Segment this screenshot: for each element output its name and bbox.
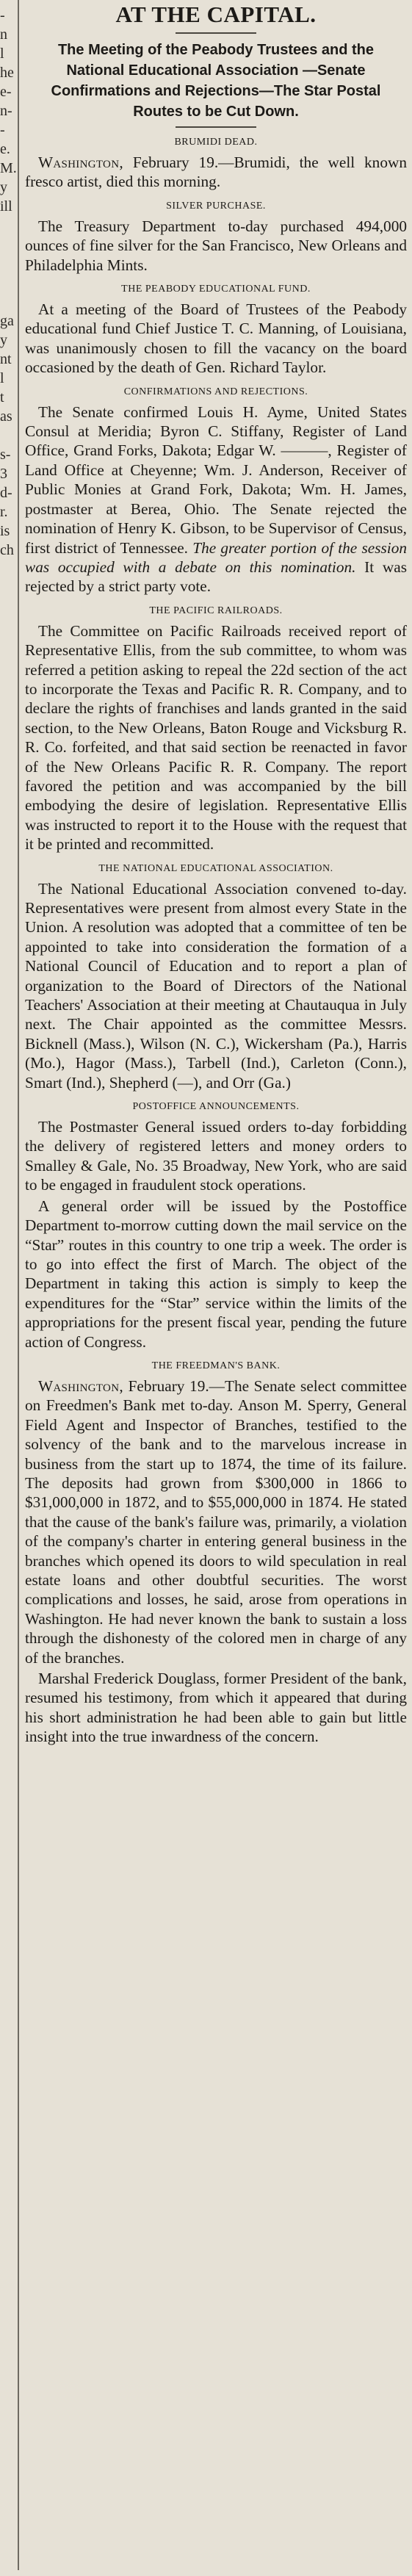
gutter-fragment: 3 [0, 466, 7, 482]
paragraph-text: The Senate confirmed Louis H. Ayme, United States Consul at Meridia; Byron C. Stiffany, Register of Land Office, Grand Forks, Dakota; Edgar W. ———, Register of Land Office at Cheyenne; Wm. J. Anderson, Receiver of Public Monies at Grand Fork, Dakota; Wm. H. James, postmaster at Berea, Ohio. The Senate rejected the nomination of Henry K. Gibson, to be Supervisor of Census, first district of Tennessee. [25, 403, 407, 557]
gutter-fragment: is [0, 523, 10, 539]
section-heading: THE FREEDMAN'S BANK. [151, 1360, 281, 1371]
paragraph [25, 1197, 407, 1352]
gutter-fragment: l [0, 46, 4, 62]
paragraph-text: The Postmaster General issued orders to-day forbidding the delivery of registered letters and money orders to Smalley & Gale, No. 35 Broadway, New York, who are said to be engaged in fraudulent stock operations. [25, 1118, 407, 1194]
gutter-fragment: e. [0, 141, 10, 157]
gutter-fragment: he [0, 65, 14, 81]
gutter-fragment: - [0, 122, 5, 138]
gutter-fragment: y [0, 179, 7, 195]
paragraph [25, 403, 407, 596]
paragraph [25, 1117, 407, 1195]
gutter-fragment [0, 254, 15, 273]
gutter-fragment: e- [0, 84, 12, 100]
gutter-fragment: n [0, 26, 7, 43]
paragraph [25, 300, 407, 378]
headline: AT THE CAPITAL. [115, 1, 317, 27]
paragraph-tail: It was rejected by a strict party vote. [25, 558, 407, 596]
gutter-fragment: d- [0, 485, 12, 501]
gutter-fragment: ga [0, 313, 14, 329]
gutter-fragment: t [0, 389, 4, 405]
gutter-fragment [0, 426, 15, 445]
gutter-fragment [0, 292, 15, 311]
paragraph-text: A general order will be issued by the Postoffice Department to-morrow cutting down the mail service on the “Star” routes in this country to one trip a week. The order is to go into effect the first of March. The object of the Department in taking this action is simply to keep the expenditures for the “Star” service within the limits of the appropriations for the present fiscal year, pending the future action of Congress. [25, 1197, 407, 1351]
deck-divider [176, 126, 256, 128]
article-body [25, 137, 407, 1747]
gutter-fragment: n- [0, 103, 12, 119]
paragraph [25, 153, 407, 192]
paragraph-text: February 19.—The Senate select committee on Freedmen's Bank met to-day. Anson M. Sperry, General Field Agent and Inspector of Branches, testified to the solvency of the bank and to the marvelous increase in business from the start up to 1874, the time of its failure. The deposits had grown from $300,000 in 1866 to $31,000,000 in 1872, and to $55,000,000 in 1874. He stated that the cause of the bank's failure was, primarily, a violation of the company's charter in entering general business in the branches which opened its doors to wild speculation in real estate loans and other doubtful securities. The worst complications and losses, he said, arose from operations in Washington. He had never known the bank to sustain a loss through the dishonesty of the colored men in charge of any of the branches. [25, 1377, 408, 1667]
gutter-fragment: as [0, 408, 12, 425]
italic-text: The greater portion of the session was occupied with a debate on this nomination. [25, 538, 407, 576]
gutter-fragment: ill [0, 198, 12, 214]
headline-divider [176, 32, 256, 34]
section-heading: BRUMIDI DEAD. [174, 137, 258, 148]
section-heading: THE NATIONAL EDUCATIONAL ASSOCIATION. [98, 862, 333, 874]
paragraph-text: The National Educational Association convened to-day. Representatives were present from almost every State in the Union. A resolution was adopted that a committee of ten be appointed to take into consideration the formation of a National Council of Education and to report a plan of organization to the Board of Directors of the National Teachers' Association at their meeting at Chautauqua in July next. The Chair appointed as the committee Messrs. Bicknell (Mass.), Wilson (N. C.), Wickersham (Pa.), Harris (Mo.), Hagor (Mass.), Tarbell (Ind.), Carleton (Conn.), Smart (Ind.), Shepherd (—), and Orr (Ga.) [25, 879, 407, 1092]
paragraph-text: February 19.—Brumidi, the well known fresco artist, died this morning. [25, 154, 407, 191]
section-heading: SILVER PURCHASE. [166, 200, 266, 212]
paragraph-text: The Treasury Department to-day purchased 494,000 ounces of fine silver for the San Francisco, New Orleans and Philadelphia Mints. [25, 217, 407, 274]
gutter-fragment: nt [0, 351, 12, 367]
gutter-fragment: l [0, 370, 4, 386]
section-heading: CONFIRMATIONS AND REJECTIONS. [123, 386, 308, 397]
gutter-fragment [0, 216, 15, 235]
paragraph [25, 1377, 407, 1667]
adjacent-column-fragments [0, 0, 15, 2576]
gutter-fragment: M. [0, 160, 17, 176]
section-heading: THE PEABODY EDUCATIONAL FUND. [121, 284, 311, 295]
paragraph [25, 879, 407, 1092]
gutter-fragment [0, 273, 15, 292]
paragraph-text: Marshal Frederick Douglass, former President of the bank, resumed his testimony, from which it appeared that during his short administration he had been able to gain but little insight into the true inwardness of the concern. [25, 1670, 407, 1746]
dateline: Washington, [38, 154, 123, 171]
gutter-fragment: ch [0, 542, 14, 558]
paragraph [25, 217, 407, 275]
section-heading: THE PACIFIC RAILROADS. [149, 605, 283, 616]
deck-subheadline: The Meeting of the Peabody Trustees and the National Educational Association —Senate Confirmations and Rejections—The Star Postal Routes to be Cut Down. [51, 42, 381, 120]
gutter-fragment: r. [0, 504, 8, 520]
gutter-fragment [0, 235, 15, 254]
gutter-fragment: y [0, 332, 7, 348]
article [25, 0, 407, 2570]
gutter-fragment: - [0, 7, 5, 24]
paragraph [25, 621, 407, 854]
column-rule [18, 0, 19, 2570]
paragraph-text: The Committee on Pacific Railroads received report of Representative Ellis, from the sub committee, to whom was referred a petition asking to repeal the 22d section of the act to incorporate the Texas and Pacific R. R. Company, and to declare the rights of franchises and lands granted in the said section, to the New Orleans, Baton Rouge and Vicksburg R. R. Co. forfeited, and that said section be reenacted in favor of the New Orleans Pacific R. R. Company. The report favored the petition and was accompanied by the bill embodying the desire of legislation. Representative Ellis was instructed to report it to the House with the request that it be printed and recommitted. [25, 621, 407, 854]
paragraph-text: At a meeting of the Board of Trustees of the Peabody educational fund Chief Justice T. C. Manning, of Louisiana, was unanimously chosen to fill the vacancy on the board occasioned by the death of Gen. Richard Taylor. [25, 300, 407, 377]
paragraph [25, 1669, 407, 1747]
section-heading: POSTOFFICE ANNOUNCEMENTS. [132, 1101, 300, 1113]
gutter-fragment: s- [0, 447, 11, 463]
dateline: Washington, [38, 1377, 123, 1395]
